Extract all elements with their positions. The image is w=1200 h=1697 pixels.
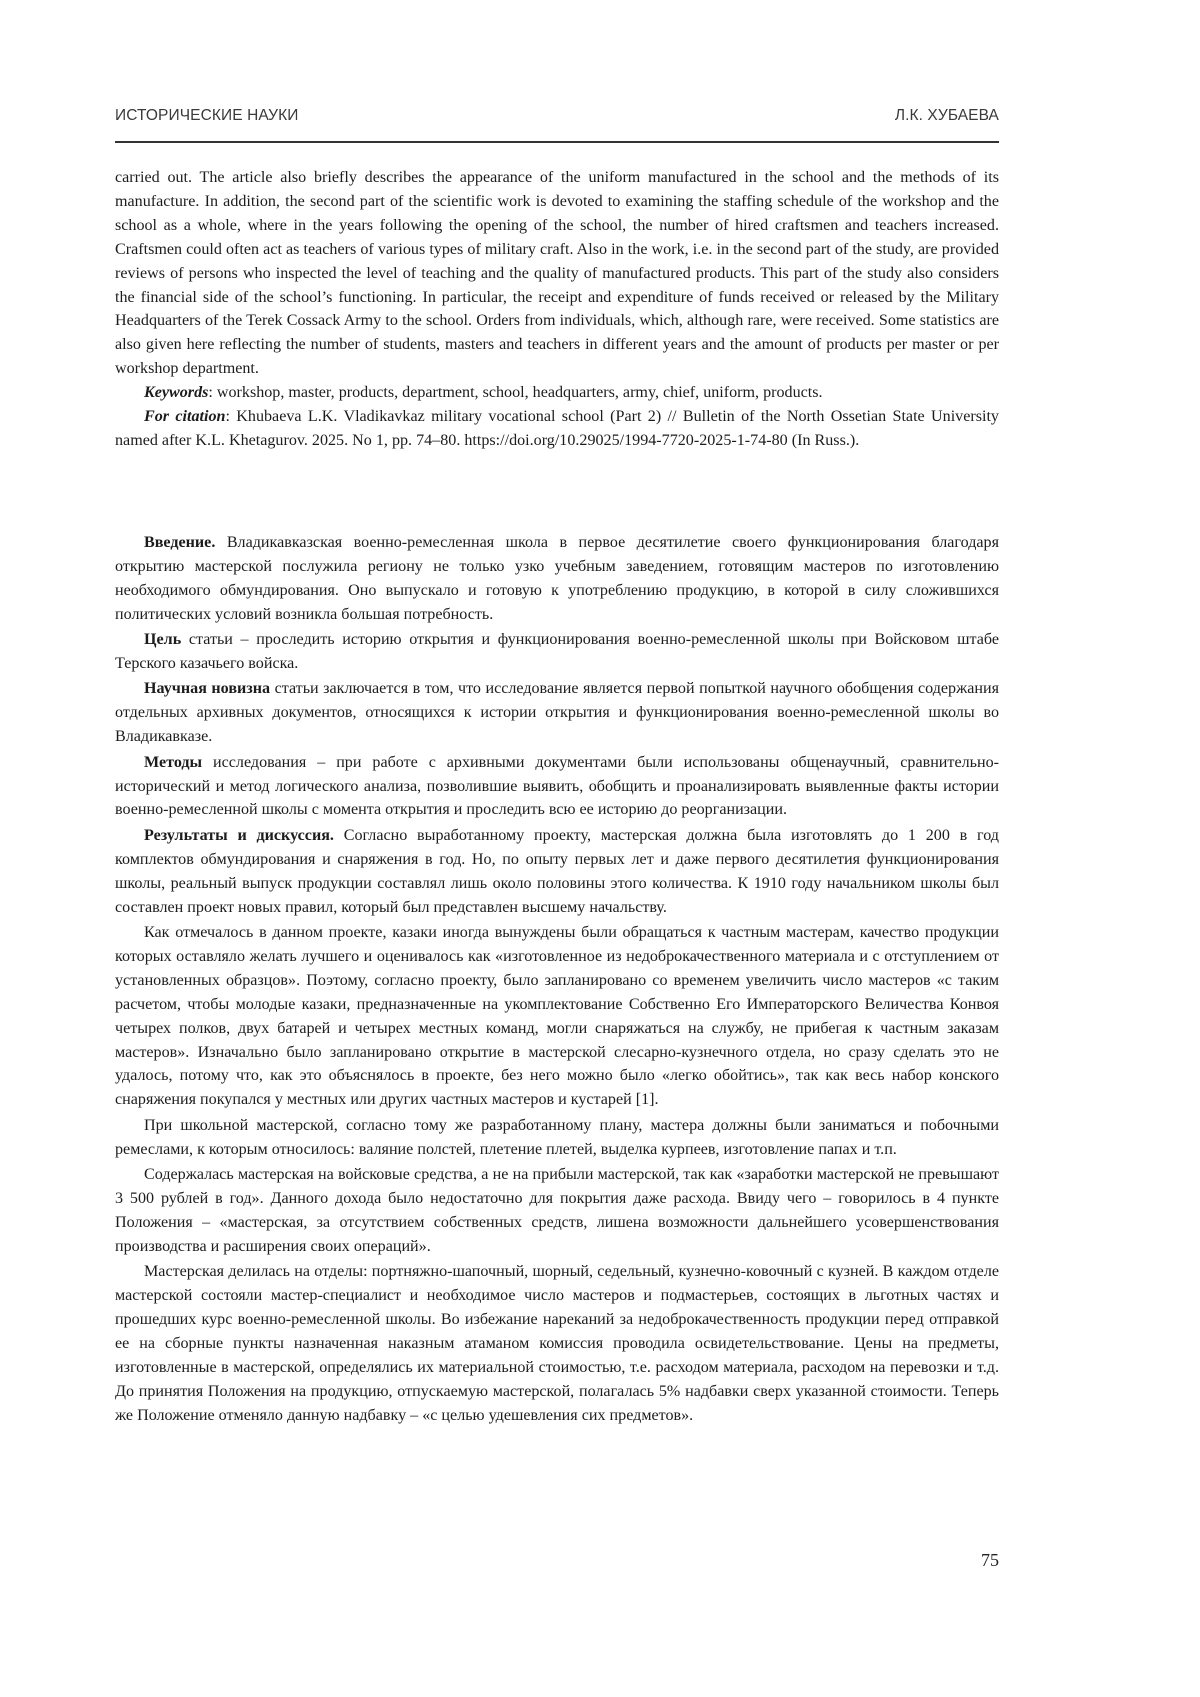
abstract-text: carried out. The article also briefly describes the appearance of the uniform manufactured in the school and the methods of its manufacture. In addition, the second part of the scientific work is devoted to examining the staffing schedule of the workshop and the school as a whole, where in the years following the opening of the school, the number of hired craftsmen and teachers increased. Craftsmen could often act as teachers of various types of military craft. Also in the work, i.e. in the second part of the study, are provided reviews of persons who inspected the level of teaching and the quality of manufactured products. This part of the study also considers the financial side of the school’s functioning. In particular, the receipt and expenditure of funds received or released by the Military Headquarters of the Terek Cossack Army to the school. Orders from individuals, which, although rare, were received. Some statistics are also given here reflecting the number of students, masters and teachers in different years and the amount of products per master or per workshop department. — [115, 169, 999, 378]
citation-label: For citation — [144, 408, 226, 426]
intro-paragraph — [115, 531, 999, 627]
keywords-text: : workshop, master, products, department, school, headquarters, army, chief, uniform, products. — [208, 384, 823, 402]
crafts-paragraph: При школьной мастерской, согласно тому же разработанному плану, мастера должны были заниматься и побочными ремеслами, к которым относилось: валяние полстей, плетение плетей, выделка курпеев, изготовление папах и т.п. — [115, 1116, 999, 1158]
citation-text: : Khubaeva L.K. Vladikavkaz military vocational school (Part 2) // Bulletin of the North Ossetian State University named after K.L. Khetagurov. 2025. No 1, pp. 74–80. https://doi.org/10.29025/1994-7720-2025-1-74-80 (In Russ.). — [115, 408, 999, 449]
author-name: Л.К. ХУБАЕВА — [894, 107, 999, 124]
funding-paragraph: Содержалась мастерская на войсковые средства, а не на прибыли мастерской, так как «заработки мастерской не превышают 3 500 рублей в год». Данного дохода было недостаточно для покрытия даже расхода. Ввиду чего – говорилось в 4 пункте Положения – «мастерская, за отсутствием собственных средств, лишена возможности дальнейшего усовершенствования производства и расширения своих операций». — [115, 1166, 999, 1255]
methods-label: Методы — [144, 753, 203, 771]
journal-section-title: ИСТОРИЧЕСКИЕ НАУКИ — [115, 107, 299, 124]
article-body — [115, 531, 999, 1429]
page-number: 75 — [981, 1550, 999, 1570]
departments-paragraph: Мастерская делилась на отделы: портняжно-шапочный, шорный, седельный, кузнечно-ковочный с кузней. В каждом отделе мастерской состояли мастер-специалист и необходимое число мастеров и подмастерьев, состоящих в льготных частях и прошедших курс военно-ремесленной школы. Во избежание нареканий за недоброкачественность продукции перед отправкой ее на сборные пункты назначенная наказным атаманом комиссия проводила освидетельствование. Цены на предметы, изготовленные в мастерской, определялись их материальной стоимостью, т.е. расходом материала, расходом на перевозки и т.д. До принятия Положения на продукцию, отпускаемую мастерской, полагалась 5% надбавки сверх указанной стоимости. Теперь же Положение отменяло данную надбавку – «с целью удешевления сих предметов». — [115, 1263, 999, 1424]
project-paragraph: Как отмечалось в данном проекте, казаки иногда вынуждены были обращаться к частным мастерам, качество продукции которых оставляло желать лучшего и оценивалось как «изготовленное из недоброкачественного материала и с отступлением от установленных образцов». Поэтому, согласно проекту, было запланировано со временем увеличить число мастеров «с таким расчетом, чтобы молодые казаки, предназначенные на укомплектование Собственно Его Императорского Величества Конвоя четырех полков, двух батарей и четырех местных команд, могли снаряжаться на службу, не прибегая к частным заказам мастеров». Изначально было запланировано открытие в мастерской слесарно-кузнечного отдела, но сразу сделать это не удалось, потому что, как это объяснялось в проекте, без него можно было «легко обойтись», так как весь набор конского снаряжения покупался у местных или других частных мастеров и кустарей [1]. — [115, 924, 999, 1109]
running-header — [115, 107, 999, 125]
keywords-label: Keywords — [144, 384, 209, 402]
citation-line — [115, 405, 999, 453]
goal-text: статьи – проследить историю открытия и функционирования военно-ремесленной школы при Войсковом штабе Терского казачьего войска. — [115, 631, 999, 673]
methods-paragraph — [115, 751, 999, 823]
goal-label: Цель — [144, 631, 182, 649]
novelty-label: Научная новизна — [144, 680, 271, 698]
results-text: Согласно выработанному проекту, мастерская должна была изготовлять до 1 200 в год комплектов обмундирования и снаряжения в год. Но, по опыту первых лет и даже первого десятилетия функционирования школы, реальный выпуск продукции составлял лишь около половины этого количества. К 1910 году начальником школы был составлен проект новых правил, который был представлен высшему начальству. — [115, 826, 999, 916]
keywords-line — [115, 381, 999, 405]
results-label: Результаты и дискуссия. — [144, 826, 334, 844]
methods-text: исследования – при работе с архивными документами были использованы общенаучный, сравнительно-исторический и метод логического анализа, позволившие выявить, обобщить и проанализировать выявленные факты истории военно-ремесленной школы с момента открытия и проследить всю ее историю до реорганизации. — [115, 753, 999, 819]
english-abstract — [115, 166, 999, 453]
goal-paragraph — [115, 628, 999, 676]
novelty-text: статьи заключается в том, что исследование является первой попыткой научного обобщения содержания отдельных архивных документов, относящихся к истории открытия и функционирования военно-ремесленной школы во Владикавказе. — [115, 680, 999, 746]
results-paragraph — [115, 824, 999, 920]
intro-label: Введение. — [144, 534, 216, 551]
header-divider — [115, 141, 999, 143]
intro-text: Владикавказская военно-ремесленная школа в первое десятилетие своего функционирования благодаря открытию мастерской послужила региону не только узко учебным заведением, готовящим мастеров по изготовлению необходимого обмундирования. Оно выпускало и готовую к употреблению продукцию, в которой в силу сложившихся политических условий возникла большая потребность. — [115, 534, 999, 623]
novelty-paragraph — [115, 677, 999, 749]
